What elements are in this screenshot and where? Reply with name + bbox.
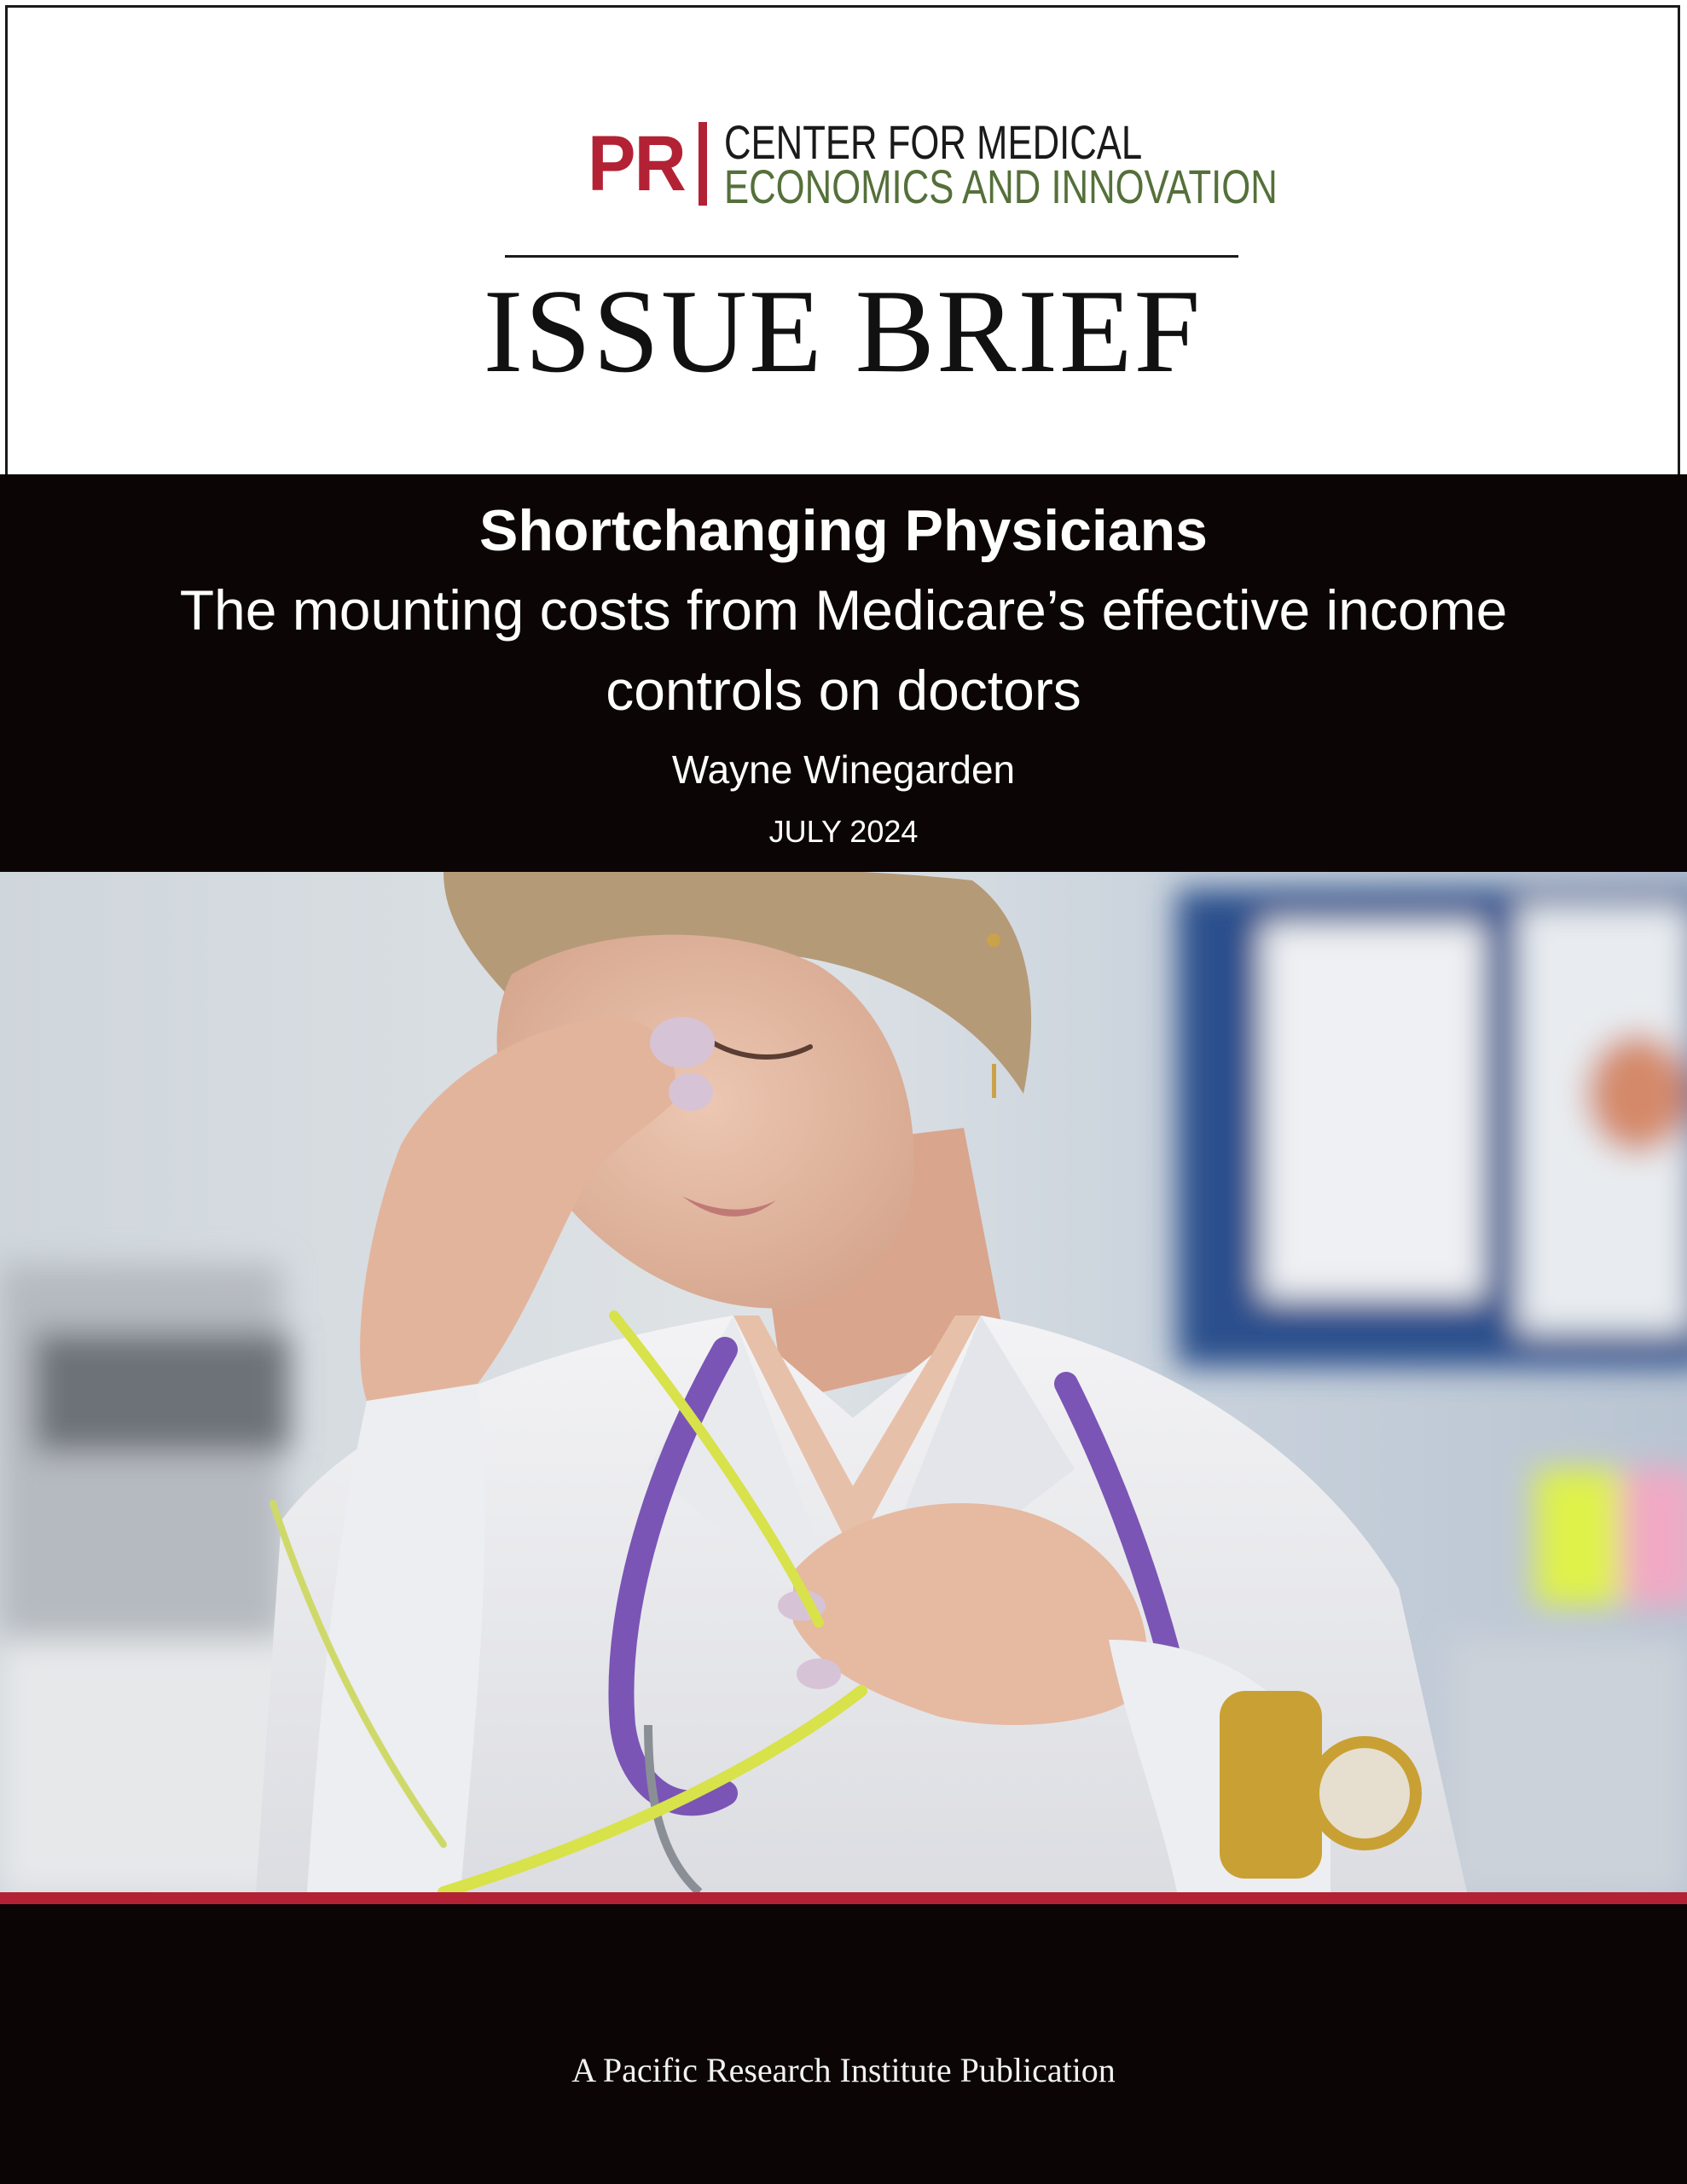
publisher-line: A Pacific Research Institute Publication bbox=[571, 2051, 1116, 2089]
stressed-doctor-photo bbox=[0, 872, 1687, 1892]
header-rule bbox=[505, 255, 1238, 258]
header bbox=[5, 5, 1680, 474]
footer-red-rule bbox=[0, 1892, 1687, 1904]
publication-date: JULY 2024 bbox=[768, 814, 919, 849]
logo-line-1: CENTER FOR MEDICAL bbox=[724, 115, 1143, 169]
cover-photo bbox=[0, 872, 1687, 1892]
logo-divider bbox=[699, 122, 707, 206]
brief-title: Shortchanging Physicians bbox=[479, 498, 1208, 563]
logo-line-2: ECONOMICS AND INNOVATION bbox=[724, 160, 1278, 213]
footer bbox=[0, 1904, 1687, 2184]
title-band bbox=[0, 474, 1687, 872]
author-name: Wayne Winegarden bbox=[671, 747, 1016, 792]
brief-subtitle: The mounting costs from Medicare’s effective income controls on doctors bbox=[179, 578, 1508, 722]
logo-mark: PR bbox=[588, 120, 685, 207]
issue-brief-label: ISSUE BRIEF bbox=[483, 265, 1203, 398]
